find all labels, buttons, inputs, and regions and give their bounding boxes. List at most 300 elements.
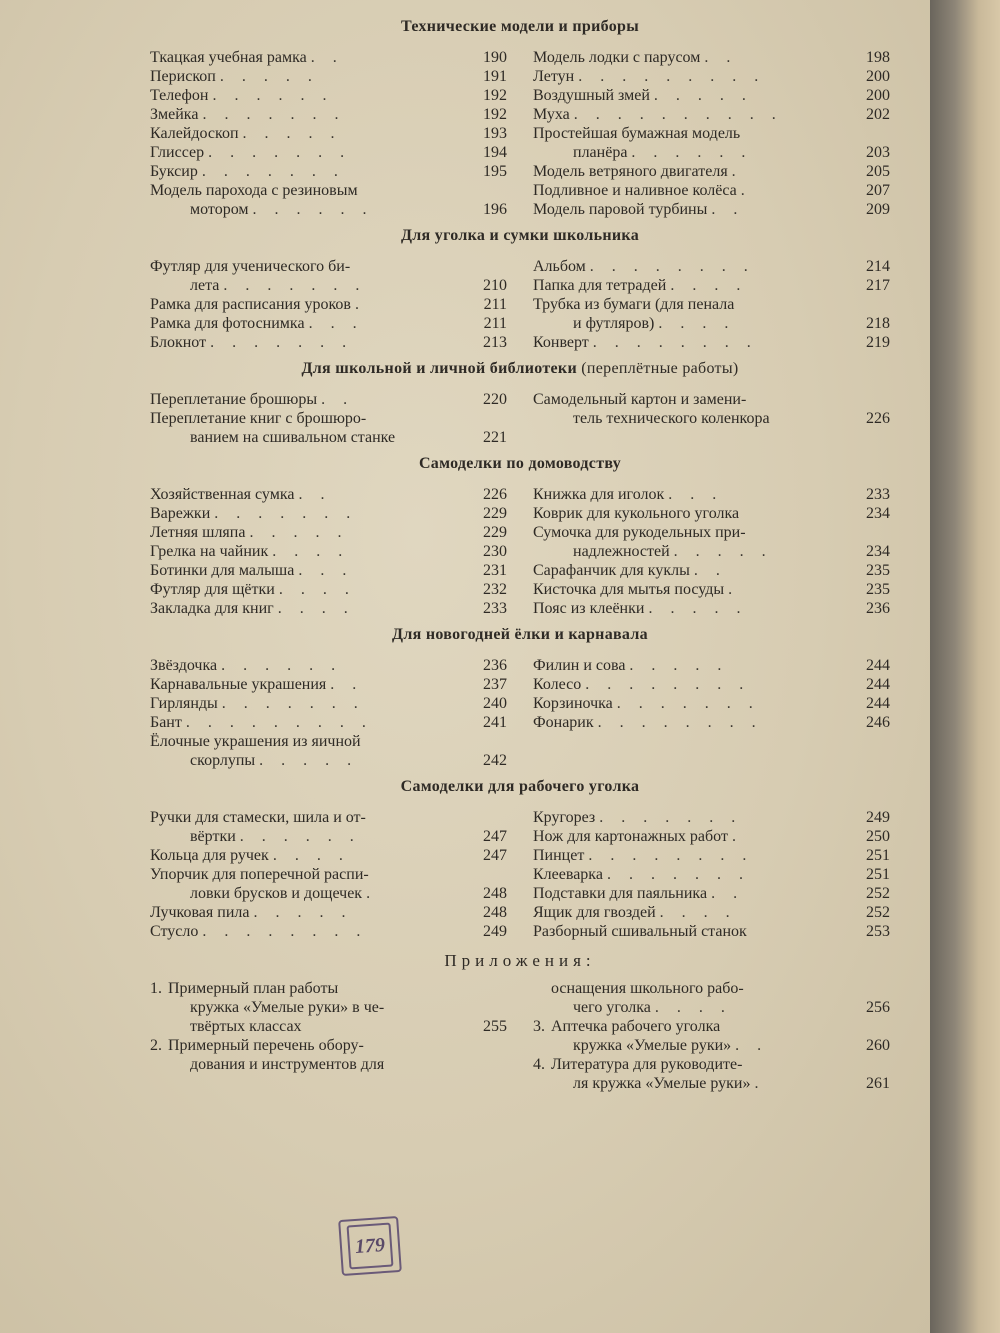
- entry-text: ванием на сшивальном станке: [190, 429, 396, 446]
- entry-title: [150, 105, 467, 124]
- entry-text: Примерный перечень обору-: [168, 1037, 364, 1054]
- entry-title-line: [150, 181, 467, 200]
- toc-entry: [150, 865, 507, 903]
- entry-number: 3.: [533, 1018, 545, 1035]
- leader-dots: . . . . . . .: [616, 695, 760, 712]
- entry-text: Клееварка: [533, 866, 603, 883]
- entry-title-line: [150, 276, 467, 295]
- toc-entry: [150, 580, 507, 599]
- entry-text: Переплетание брошюры: [150, 391, 318, 408]
- entry-title: [150, 694, 467, 713]
- leader-dots: . . .: [298, 562, 354, 579]
- page-number: 200: [866, 68, 890, 85]
- page-number: 233: [866, 486, 890, 503]
- entry-text: Филин и сова: [533, 657, 626, 674]
- toc-entry: [533, 827, 890, 846]
- toc-section: [150, 778, 890, 941]
- entry-text: Кисточка для мытья посуды: [533, 581, 725, 598]
- leader-dots: . . . . . . .: [202, 106, 346, 123]
- entry-title-line: [150, 675, 467, 694]
- entry-text: Сумочка для рукодельных при-: [533, 524, 746, 541]
- entry-text: Гирлянды: [150, 695, 218, 712]
- leader-dots: . . . . . . .: [223, 277, 367, 294]
- entry-title: [150, 846, 467, 865]
- entry-text: Ткацкая учебная рамка: [150, 49, 307, 66]
- entry-text: Звёздочка: [150, 657, 218, 674]
- entry-title-line: [150, 903, 467, 922]
- entry-text: Карнавальные украшения: [150, 676, 327, 693]
- leader-dots: . . . . . . .: [210, 334, 354, 351]
- stamp-number: 179: [347, 1223, 394, 1270]
- page-number: 192: [483, 106, 507, 123]
- entry-title: [150, 713, 467, 732]
- page-number: 190: [483, 49, 507, 66]
- toc-entry: [533, 276, 890, 295]
- entry-title-line: [150, 143, 467, 162]
- leader-dots: . . . . . . . .: [589, 258, 755, 275]
- page-number: 198: [866, 49, 890, 66]
- entry-title: [533, 808, 850, 827]
- entry-title-line: [150, 922, 467, 941]
- leader-dots: . .: [704, 49, 738, 66]
- page-number: 240: [483, 695, 507, 712]
- entry-text: Разборный сшивальный станок: [533, 923, 747, 940]
- entry-title-line: [150, 1036, 467, 1055]
- entry-title: [150, 333, 467, 352]
- entry-text: вёртки: [190, 828, 236, 845]
- leader-dots: . . . .: [659, 904, 737, 921]
- page-number: 233: [483, 600, 507, 617]
- leader-dots: . . . . . .: [212, 87, 334, 104]
- entry-text: чего уголка: [573, 999, 651, 1016]
- toc-entry: [533, 86, 890, 105]
- entry-title: [533, 865, 850, 884]
- entry-text: надлежностей: [573, 543, 670, 560]
- toc-entry: [150, 48, 507, 67]
- page-number: 255: [483, 1018, 507, 1035]
- leader-dots: . . . . .: [259, 752, 359, 769]
- entry-title-line: [150, 979, 467, 998]
- entry-text: Модель лодки с парусом: [533, 49, 701, 66]
- toc-section: [150, 227, 890, 352]
- entry-text: Колесо: [533, 676, 582, 693]
- leader-dots: . . . . .: [673, 543, 773, 560]
- entry-text: кружка «Умелые руки»: [573, 1037, 732, 1054]
- toc-entry: [533, 865, 890, 884]
- entry-text: Аптечка рабочего уголка: [551, 1018, 721, 1035]
- entry-text: Упорчик для поперечной распи-: [150, 866, 369, 883]
- page-number: 247: [483, 847, 507, 864]
- leader-dots: .: [366, 885, 378, 902]
- leader-dots: . . . . . . . .: [585, 676, 751, 693]
- leader-dots: . .: [330, 676, 364, 693]
- section-columns: [150, 257, 890, 352]
- entry-title: [533, 922, 850, 941]
- leader-dots: . . .: [308, 315, 364, 332]
- toc-entry: [533, 903, 890, 922]
- leader-dots: . . . . .: [219, 68, 319, 85]
- page-number: 232: [483, 581, 507, 598]
- page-number: 253: [866, 923, 890, 940]
- leader-dots: . . . . .: [648, 600, 748, 617]
- toc-entry: [533, 561, 890, 580]
- entry-title: [533, 656, 850, 675]
- entry-number: 1.: [150, 980, 162, 997]
- entry-text: Футляр для щётки: [150, 581, 275, 598]
- entry-title-line: [533, 580, 850, 599]
- entry-title-line: [150, 542, 467, 561]
- entry-title-line: [150, 751, 467, 770]
- page-number: 229: [483, 524, 507, 541]
- entry-title: [533, 846, 850, 865]
- entry-text: Кругорез: [533, 809, 596, 826]
- leader-dots: . . . . .: [242, 125, 342, 142]
- page-number: 217: [866, 277, 890, 294]
- toc-entry: [533, 884, 890, 903]
- entry-title-line: [150, 694, 467, 713]
- leader-dots: . . . . . . . .: [592, 334, 758, 351]
- entry-text: Самодельный картон и замени-: [533, 391, 747, 408]
- entry-title-line: [533, 143, 850, 162]
- entry-text: тель технического коленкора: [573, 410, 770, 427]
- leader-dots: . . . . . . . . .: [578, 68, 766, 85]
- toc-entry: [150, 314, 507, 333]
- toc-entry: [150, 903, 507, 922]
- entry-title-line: [533, 1036, 850, 1055]
- leader-dots: . .: [321, 391, 355, 408]
- page-number: 256: [866, 999, 890, 1016]
- page-number: 211: [483, 315, 507, 332]
- entry-text: Хозяйственная сумка: [150, 486, 295, 503]
- toc-entry: [533, 922, 890, 941]
- column-right: [533, 808, 890, 941]
- toc-entry: [150, 143, 507, 162]
- toc-entry: [533, 808, 890, 827]
- entry-title: [533, 67, 850, 86]
- leader-dots: .: [354, 296, 366, 313]
- column-left: [150, 485, 507, 618]
- page-number: 214: [866, 258, 890, 275]
- entry-title: [150, 979, 467, 1036]
- entry-title: [533, 694, 850, 713]
- entry-text: дования и инструментов для: [190, 1056, 385, 1073]
- page-number: 241: [483, 714, 507, 731]
- section-title-text: Для уголка и сумки школьника: [400, 227, 640, 244]
- page-number: 260: [866, 1037, 890, 1054]
- entry-text: Буксир: [150, 163, 198, 180]
- entry-title: [533, 884, 850, 903]
- entry-text: Переплетание книг с брошюро-: [150, 410, 367, 427]
- entry-title: [150, 523, 467, 542]
- entry-title-line: [533, 542, 850, 561]
- page-number: 242: [483, 752, 507, 769]
- entry-text: Коврик для кукольного уголка: [533, 505, 740, 522]
- leader-dots: . . . . .: [249, 524, 349, 541]
- entry-title-line: [533, 333, 850, 352]
- leader-dots: .: [731, 828, 743, 845]
- entry-title-line: [150, 124, 467, 143]
- page-number: 219: [866, 334, 890, 351]
- toc-entry: [533, 694, 890, 713]
- column-left: [150, 808, 507, 941]
- entry-title: [533, 162, 850, 181]
- page-number: 226: [866, 410, 890, 427]
- entry-text: Кольца для ручек: [150, 847, 269, 864]
- page-number: 202: [866, 106, 890, 123]
- entry-title: [533, 485, 850, 504]
- toc-entry: [533, 656, 890, 675]
- column-right: [533, 48, 890, 219]
- page-number: 234: [866, 505, 890, 522]
- page-number: 248: [483, 885, 507, 902]
- page-number: 249: [866, 809, 890, 826]
- entry-title: [533, 124, 850, 162]
- entry-text: Ёлочные украшения из яичной: [150, 733, 361, 750]
- toc-entry: [533, 1017, 890, 1055]
- entry-text: Грелка на чайник: [150, 543, 269, 560]
- section-title: [150, 18, 890, 36]
- entry-title: [150, 580, 467, 599]
- entry-title-line: [150, 580, 467, 599]
- toc-entry: [150, 561, 507, 580]
- entry-title: [533, 675, 850, 694]
- toc-entry: [150, 333, 507, 352]
- entry-title-line: [150, 67, 467, 86]
- entry-title-line: [150, 827, 467, 846]
- entry-title-line: [150, 732, 467, 751]
- toc-entry: [150, 713, 507, 732]
- entry-title-line: [150, 390, 467, 409]
- column-left: [150, 390, 507, 447]
- appendices-section: [150, 951, 890, 1093]
- toc-entry: [150, 162, 507, 181]
- page-number: 249: [483, 923, 507, 940]
- entry-title: [150, 162, 467, 181]
- entry-title-line: [150, 333, 467, 352]
- toc-entry: [150, 257, 507, 295]
- entry-text: Примерный план работы: [168, 980, 339, 997]
- toc-section: [150, 360, 890, 447]
- table-of-contents: [150, 10, 890, 1101]
- toc-entry: [150, 922, 507, 941]
- section-title-text: Самоделки для рабочего уголка: [400, 778, 640, 795]
- toc-entry: [533, 67, 890, 86]
- entry-title-line: [533, 884, 850, 903]
- entry-title-line: [533, 865, 850, 884]
- leader-dots: . . . . .: [653, 87, 753, 104]
- entry-text: Футляр для ученического би-: [150, 258, 351, 275]
- entry-title-line: [533, 808, 850, 827]
- entry-text: Ручки для стамески, шила и от-: [150, 809, 366, 826]
- entry-title: [150, 599, 467, 618]
- page-number: 221: [483, 429, 507, 446]
- column-left: [150, 656, 507, 770]
- page-number: 235: [866, 562, 890, 579]
- page-number: 220: [483, 391, 507, 408]
- entry-title-line: [533, 200, 850, 219]
- column-right: [533, 390, 890, 447]
- entry-title: [150, 675, 467, 694]
- toc-entry: [533, 979, 890, 1017]
- entry-text: Литература для руководите-: [551, 1056, 743, 1073]
- toc-entry: [533, 1055, 890, 1093]
- leader-dots: . . . . . . .: [221, 695, 365, 712]
- toc-section: [150, 18, 890, 219]
- entry-title-line: [533, 276, 850, 295]
- entry-title-line: [150, 105, 467, 124]
- entry-title-line: [150, 428, 467, 447]
- entry-title-line: [533, 124, 850, 143]
- page-number: 194: [483, 144, 507, 161]
- entry-title: [150, 922, 467, 941]
- entry-title-line: [150, 257, 467, 276]
- entry-text: ловки брусков и дощечек: [190, 885, 363, 902]
- entry-title: [533, 181, 850, 200]
- page-number: 250: [866, 828, 890, 845]
- leader-dots: . .: [298, 486, 332, 503]
- page-number: 230: [483, 543, 507, 560]
- toc-entry: [533, 333, 890, 352]
- entry-text: кружка «Умелые руки» в че-: [190, 999, 385, 1016]
- entry-title-line: [150, 48, 467, 67]
- entry-title: [533, 257, 850, 276]
- entry-text: Закладка для книг: [150, 600, 274, 617]
- appendix-column-right: [533, 979, 890, 1093]
- entry-title-line: [150, 656, 467, 675]
- entry-text: Альбом: [533, 258, 586, 275]
- entry-title: [533, 105, 850, 124]
- entry-text: Модель парохода с резиновым: [150, 182, 358, 199]
- entry-text: Фонарик: [533, 714, 594, 731]
- entry-text: Папка для тетрадей: [533, 277, 667, 294]
- entry-text: мотором: [190, 201, 249, 218]
- section-columns: [150, 485, 890, 618]
- entry-title: [533, 333, 850, 352]
- toc-entry: [150, 846, 507, 865]
- entry-title: [533, 200, 850, 219]
- entry-title: [150, 542, 467, 561]
- entry-text: Книжка для иголок: [533, 486, 665, 503]
- entry-text: Калейдоскоп: [150, 125, 239, 142]
- toc-entry: [533, 485, 890, 504]
- page-number: 213: [483, 334, 507, 351]
- entry-title-line: [533, 504, 850, 523]
- entry-text: Телефон: [150, 87, 209, 104]
- entry-text: Змейка: [150, 106, 199, 123]
- entry-title: [150, 504, 467, 523]
- page-number: 237: [483, 676, 507, 693]
- leader-dots: . . . . . . . .: [202, 923, 368, 940]
- entry-title-line: [150, 561, 467, 580]
- entry-title: [150, 808, 467, 846]
- column-left: [150, 48, 507, 219]
- section-title: [150, 455, 890, 473]
- entry-title-line: [533, 713, 850, 732]
- page-number: 203: [866, 144, 890, 161]
- leader-dots: . . . . . . .: [201, 163, 345, 180]
- entry-title-line: [533, 523, 850, 542]
- leader-dots: . . . .: [272, 543, 350, 560]
- entry-title-line: [533, 656, 850, 675]
- entry-title-line: [150, 295, 467, 314]
- entry-title-line: [533, 827, 850, 846]
- entry-text: твёртых классах: [190, 1018, 302, 1035]
- entry-title-line: [533, 1017, 850, 1036]
- toc-entry: [533, 124, 890, 162]
- toc-entry: [150, 67, 507, 86]
- entry-text: Рамка для расписания уроков: [150, 296, 351, 313]
- entry-title: [533, 504, 850, 523]
- entry-title-line: [533, 485, 850, 504]
- section-title: [150, 360, 890, 378]
- library-stamp: [338, 1216, 402, 1276]
- entry-title-line: [533, 675, 850, 694]
- entry-title-line: [533, 1074, 850, 1093]
- entry-title-line: [533, 1055, 850, 1074]
- leader-dots: . . . . . . .: [208, 144, 352, 161]
- toc-entry: [150, 599, 507, 618]
- entry-title-line: [533, 162, 850, 181]
- entry-title-line: [533, 409, 850, 428]
- leader-dots: .: [740, 182, 752, 199]
- entry-title: [150, 143, 467, 162]
- leader-dots: . .: [693, 562, 727, 579]
- leader-dots: . . . . . . .: [214, 505, 358, 522]
- appendices-columns: [150, 979, 890, 1093]
- entry-title-line: [150, 713, 467, 732]
- toc-entry: [533, 675, 890, 694]
- page-number: 207: [866, 182, 890, 199]
- toc-entry: [533, 48, 890, 67]
- toc-entry: [150, 979, 507, 1036]
- toc-entry: [150, 694, 507, 713]
- entry-title: [533, 903, 850, 922]
- toc-entry: [533, 599, 890, 618]
- section-title-text: Самоделки по домоводству: [418, 455, 622, 472]
- toc-entry: [150, 504, 507, 523]
- section-columns: [150, 48, 890, 219]
- toc-entry: [533, 523, 890, 561]
- entry-title: [150, 561, 467, 580]
- section-columns: [150, 390, 890, 447]
- section-title-text: Для новогодней ёлки и карнавала: [392, 626, 648, 643]
- entry-text: Подливное и наливное колёса: [533, 182, 737, 199]
- entry-title: [533, 48, 850, 67]
- toc-entry: [150, 86, 507, 105]
- toc-section: [150, 626, 890, 770]
- toc-entry: [150, 295, 507, 314]
- entry-title-line: [150, 1017, 467, 1036]
- leader-dots: . . . .: [277, 600, 355, 617]
- section-title-text: Технические модели и приборы: [401, 18, 639, 35]
- entry-title-line: [150, 1055, 467, 1074]
- entry-title: [150, 181, 467, 219]
- leader-dots: . . . . . .: [252, 201, 374, 218]
- toc-entry: [150, 1036, 507, 1074]
- entry-title-line: [150, 523, 467, 542]
- toc-entry: [150, 732, 507, 770]
- leader-dots: . . .: [668, 486, 724, 503]
- toc-entry: [150, 105, 507, 124]
- leader-dots: . . . . .: [629, 657, 729, 674]
- leader-dots: . . . .: [654, 999, 732, 1016]
- leader-dots: . . . .: [670, 277, 748, 294]
- page-number: 196: [483, 201, 507, 218]
- book-spine-shadow: [930, 0, 1000, 1333]
- entry-title-line: [150, 884, 467, 903]
- entry-title-line: [150, 808, 467, 827]
- entry-title: [533, 827, 850, 846]
